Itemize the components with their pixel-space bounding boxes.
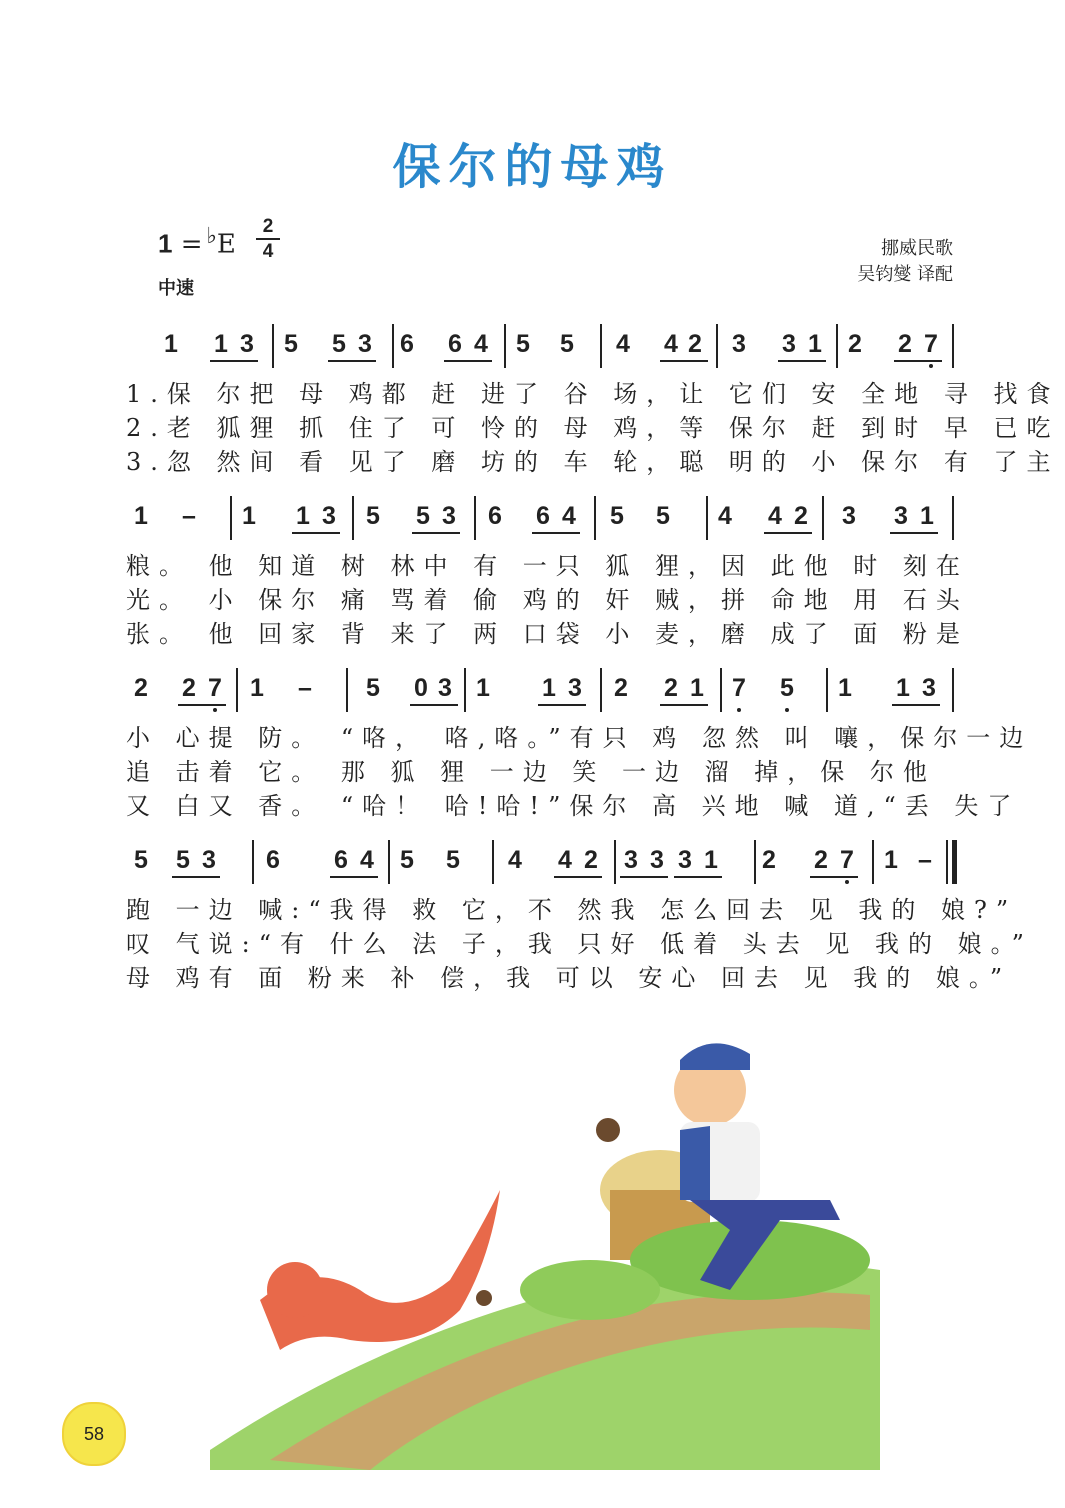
credit-translator: 吴钧燮 译配 — [857, 264, 953, 285]
lyric-verse-2: 叹 气说:“有 什么 法 子，我 只好 低着 头去 见 我的 娘。” — [126, 930, 1033, 958]
lyric-verse-2: 追 击着 它。 那 狐 狸 一边 笑 一边 溜 掉，保 尔他 — [126, 758, 936, 786]
lyric-verse-1: 小 心提 防。 “咯， 咯,咯。”有只 鸡 忽然 叫 嚷，保尔一边 — [126, 724, 1033, 752]
notes-row: 1 – 1 1 3 5 5 3 6 6 4 5 5 4 4 2 3 3 1 — [126, 496, 954, 546]
tempo-marking: 中速 — [158, 278, 194, 299]
key-letter: E — [216, 229, 236, 260]
stone-icon — [476, 1290, 492, 1306]
lyric-verse-3: 母 鸡有 面 粉来 补 偿，我 可以 安心 回去 见 我的 娘。” — [126, 964, 1012, 992]
time-signature — [256, 216, 280, 262]
lyric-verse-1: 粮。 他 知道 树 林中 有 一只 狐 狸，因 此他 时 刻在 — [126, 552, 969, 580]
lyric-verse-1: 跑 一边 喊:“我得 救 它，不 然我 怎么回去 见 我的 娘?” — [126, 896, 1018, 924]
score-system-4 — [126, 840, 1033, 992]
lyric-verse-3: 3.忽 然间 看 见了 磨 坊的 车 轮，聪 明的 小 保尔 有 了主 — [126, 448, 1060, 476]
song-title: 保尔的母鸡 — [392, 139, 673, 195]
score-system-3 — [126, 668, 1033, 820]
notes-row: 2 2 7 1 – 5 0 3 1 1 3 2 2 1 7 5 1 1 3 — [126, 668, 954, 718]
meter-top: 2 — [262, 216, 274, 237]
score-system-2 — [126, 496, 969, 648]
lyric-verse-2: 光。 小 保尔 痛 骂着 偷 鸡的 奸 贼，拼 命地 用 石头 — [126, 586, 969, 614]
lyric-verse-1: 1.保 尔把 母 鸡都 赶 进了 谷 场，让 它们 安 全地 寻 找食 — [126, 380, 1060, 408]
notes-row: 5 5 3 6 6 4 5 5 4 4 2 3 3 3 1 2 2 7 1 – — [126, 840, 954, 890]
credit-origin: 挪威民歌 — [881, 238, 953, 259]
notes-row: 1 1 3 5 5 3 6 6 4 5 5 4 4 2 3 3 1 2 2 7 — [126, 324, 954, 374]
flat-icon: ♭ — [206, 224, 217, 249]
score-system-1 — [126, 324, 1060, 476]
page-number-badge: 58 — [62, 1402, 126, 1466]
key-equals: = — [180, 229, 203, 260]
lyric-verse-3: 又 白又 香。 “哈！ 哈!哈!”保尔 高 兴地 喊 道,“丢 失了 — [126, 792, 1021, 820]
illustration-boy-chasing-fox — [190, 1030, 890, 1470]
key-signature — [158, 224, 236, 260]
lyric-verse-2: 2.老 狐狸 抓 住了 可 怜的 母 鸡，等 保尔 赶 到时 早 已吃 — [126, 414, 1060, 442]
meter-bottom: 4 — [262, 241, 274, 262]
lyric-verse-3: 张。 他 回家 背 来了 两 口袋 小 麦，磨 成了 面 粉是 — [126, 620, 969, 648]
key-do: 1 — [158, 228, 173, 259]
